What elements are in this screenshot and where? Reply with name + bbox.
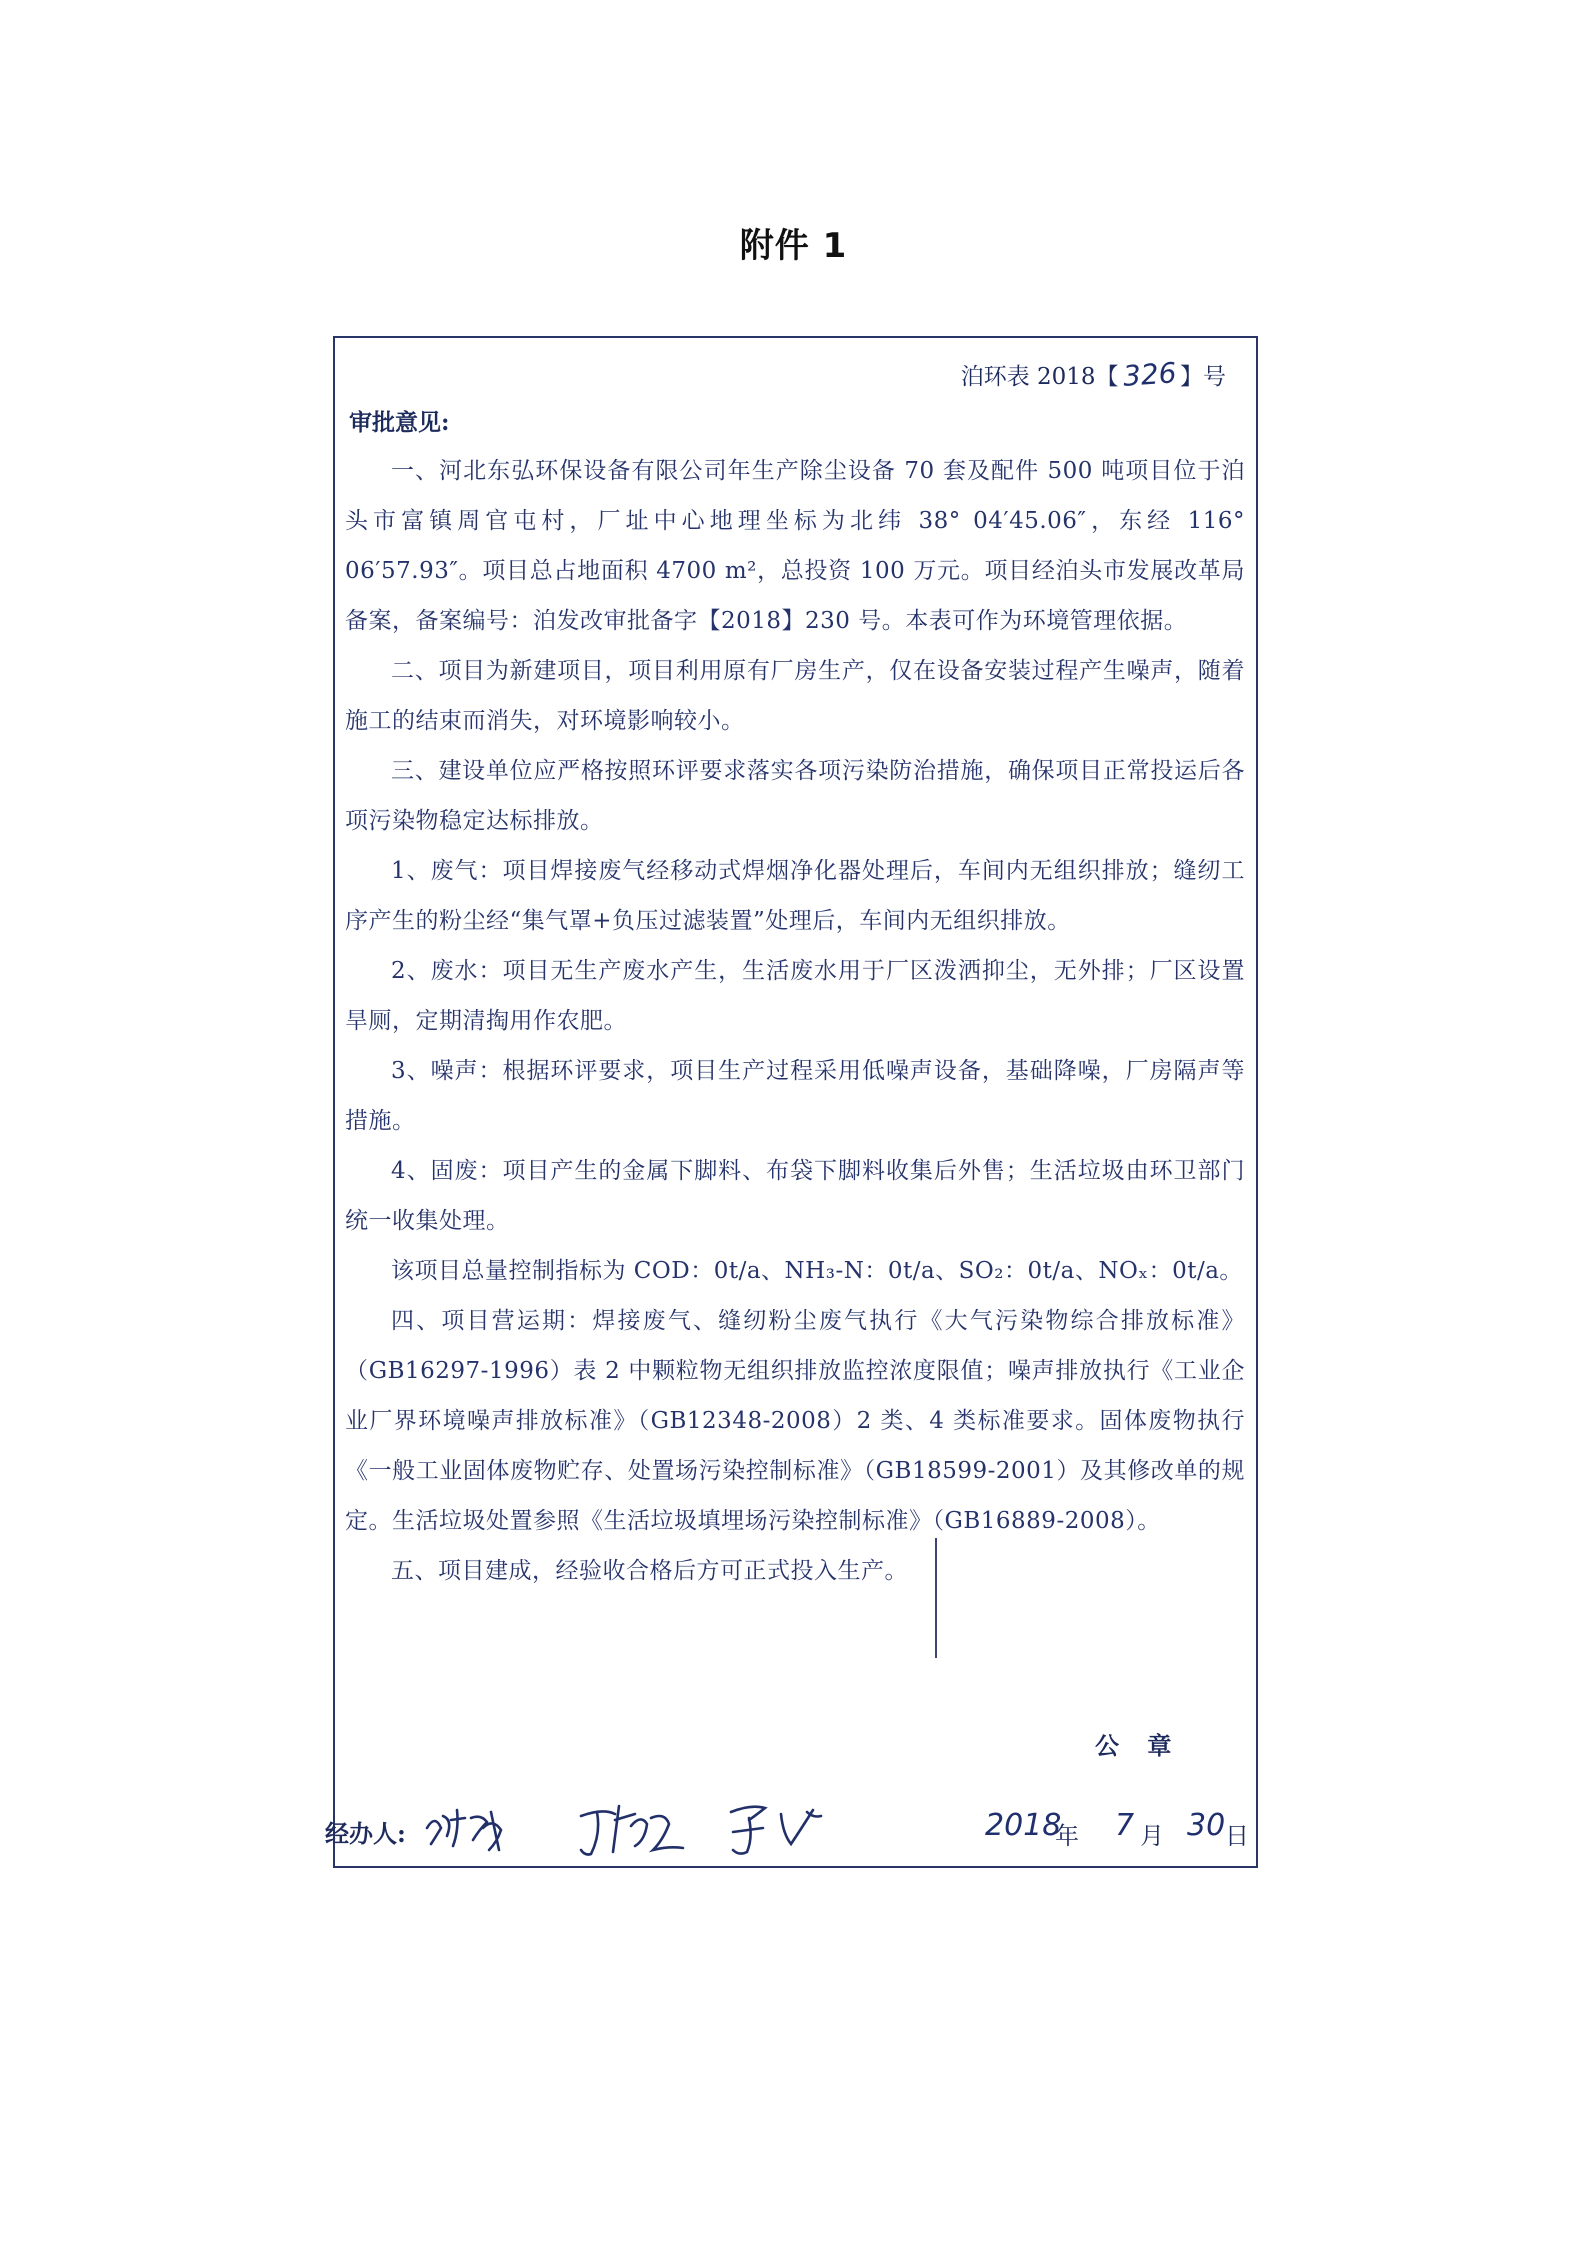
paragraph-solid-waste: 4、固废：项目产生的金属下脚料、布袋下脚料收集后外售；生活垃圾由环卫部门统一收集处理。 (345, 1158, 1245, 1234)
paragraph-1: 一、河北东弘环保设备有限公司年生产除尘设备 70 套及配件 500 吨项目位于泊头市富镇周官屯村，厂址中心地理坐标为北纬 38° 04′45.06″，东经 116° 06′57.93″。项目总占地面积 4700 m²，总投资 100 万元。项目经泊头市发展改革局备案，备案编号：泊发改审批备字【2018】230 号。本表可作为环境管理依据。 (345, 458, 1245, 634)
doc-number-suffix: 】号 (1180, 364, 1226, 390)
doc-number-handwritten: 326 (1121, 356, 1178, 393)
scan-artifact-line (935, 1538, 937, 1658)
paragraph-waste-water: 2、废水：项目无生产废水产生，生活废水用于厂区泼洒抑尘，无外排；厂区设置旱厕，定期清掏用作农肥。 (345, 958, 1245, 1034)
signature-yu-hang (575, 1798, 695, 1860)
date-year: 2018 (985, 1808, 1062, 1843)
document-number (961, 358, 1226, 391)
paragraph-noise: 3、噪声：根据环评要求，项目生产过程采用低噪声设备，基础降噪，厂房隔声等措施。 (345, 1058, 1245, 1134)
date-day: 30 (1187, 1808, 1226, 1843)
page-title: 附件 1 (739, 226, 848, 266)
date-year-unit: 年 (1055, 1822, 1079, 1850)
approval-body (345, 446, 1245, 1596)
date-day-unit: 日 (1225, 1822, 1249, 1850)
approval-form (325, 336, 1258, 1868)
handler-label: 经办人: (325, 1819, 406, 1848)
signature-row (325, 1798, 1255, 1858)
paragraph-5: 五、项目建成，经验收合格后方可正式投入生产。 (391, 1558, 908, 1584)
paragraph-4: 四、项目营运期：焊接废气、缝纫粉尘废气执行《大气污染物综合排放标准》（GB16297-1996）表 2 中颗粒物无组织排放监控浓度限值；噪声排放执行《工业企业厂界环境噪声排放标准》（GB12348-2008）2 类、4 类标准要求。固体废物执行《一般工业固体废物贮存、处置场污染控制标准》（GB18599-2001）及其修改单的规定。生活垃圾处置参照《生活垃圾填埋场污染控制标准》（GB16889-2008）。 (345, 1308, 1245, 1534)
paragraph-3: 三、建设单位应严格按照环评要求落实各项污染防治措施，确保项目正常投运后各项污染物稳定达标排放。 (345, 758, 1245, 834)
date-month-unit: 月 (1140, 1822, 1164, 1850)
seal-label: 公 章 (1095, 1731, 1182, 1760)
paragraph-total-control: 该项目总量控制指标为 COD：0t/a、NH₃-N：0t/a、SO₂：0t/a、NOₓ：0t/a。 (391, 1258, 1243, 1284)
date-month: 7 (1115, 1808, 1135, 1843)
paragraph-2: 二、项目为新建项目，项目利用原有厂房生产，仅在设备安装过程产生噪声，随着施工的结束而消失，对环境影响较小。 (345, 658, 1245, 734)
approval-opinion-label: 审批意见: (349, 409, 450, 436)
doc-number-prefix: 泊环表 2018【 (960, 364, 1119, 390)
paragraph-waste-gas: 1、废气：项目焊接废气经移动式焊烟净化器处理后，车间内无组织排放；缝纫工序产生的粉尘经“集气罩+负压过滤装置”处理后，车间内无组织排放。 (345, 858, 1245, 934)
signature-yu-fei (725, 1798, 835, 1860)
signature-zhang-jin (421, 1798, 521, 1858)
